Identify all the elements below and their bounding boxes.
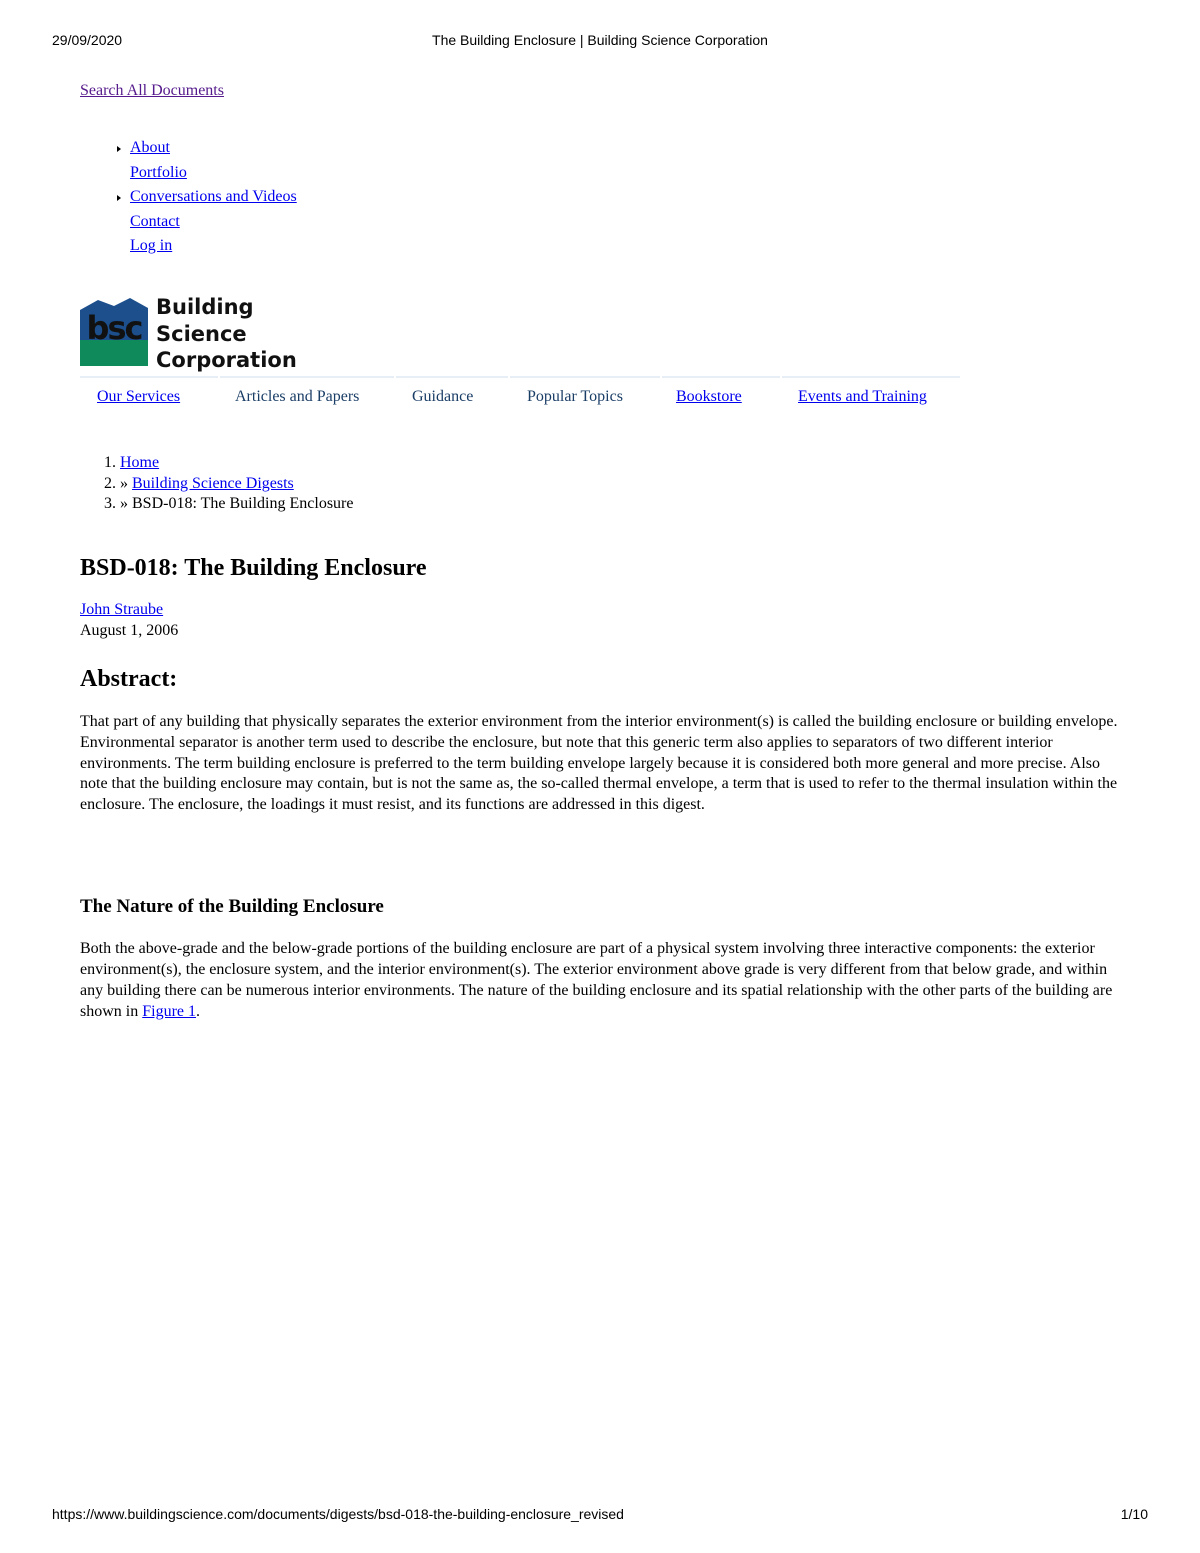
abstract-heading: Abstract:	[80, 666, 178, 692]
page-title: BSD-018: The Building Enclosure	[80, 555, 427, 581]
print-footer	[52, 1506, 1148, 1524]
conversations-videos-link[interactable]: Conversations and Videos	[130, 188, 297, 205]
contact-link[interactable]: Contact	[130, 212, 180, 230]
nav-events-training[interactable]: Events and Training	[798, 388, 927, 405]
top-menu-item-conversations	[130, 187, 297, 212]
search-all-documents-link[interactable]: Search All Documents	[80, 82, 224, 99]
breadcrumb-prefix: 2. »	[104, 474, 132, 492]
bsc-logo-mark	[80, 296, 148, 366]
print-title: The Building Enclosure | Building Science Corporation	[432, 32, 768, 48]
breadcrumb-current: BSD-018: The Building Enclosure	[132, 495, 354, 512]
about-link[interactable]: About	[130, 139, 170, 156]
nav-popular-topics[interactable]: Popular Topics	[527, 388, 623, 405]
breadcrumb-digests-link[interactable]: Building Science Digests	[132, 474, 294, 492]
section-end-punctuation: .	[196, 1003, 201, 1020]
main-nav	[80, 376, 960, 416]
bsc-logo[interactable]	[80, 294, 297, 372]
breadcrumb-item	[104, 474, 353, 495]
author-link[interactable]: John Straube	[80, 601, 164, 618]
login-link[interactable]: Log in	[130, 237, 173, 254]
top-menu-item-about	[130, 138, 297, 163]
print-header	[52, 32, 1148, 50]
breadcrumb-prefix: 1.	[104, 454, 120, 471]
breadcrumb-prefix: 3. »	[104, 495, 132, 512]
nav-guidance[interactable]: Guidance	[412, 388, 474, 405]
logo-wordmark	[156, 294, 297, 374]
breadcrumb-home-link[interactable]: Home	[120, 454, 160, 471]
nav-divider	[80, 376, 218, 378]
nav-our-services[interactable]: Our Services	[97, 388, 181, 405]
publish-date: August 1, 2006	[80, 622, 179, 639]
section-heading: The Nature of the Building Enclosure	[80, 896, 384, 917]
print-date: 29/09/2020	[52, 32, 123, 48]
print-url: https://www.buildingscience.com/documents/digests/bsd-018-the-building-enclosure_revised	[52, 1506, 624, 1522]
top-menu-item-login	[130, 236, 297, 261]
breadcrumb-item	[104, 453, 353, 474]
figure-1-link[interactable]: Figure 1	[142, 1003, 197, 1020]
logo-abbreviation: bsc	[86, 309, 142, 347]
expand-arrow-icon[interactable]	[117, 195, 121, 201]
nav-articles-papers[interactable]: Articles and Papers	[235, 388, 360, 405]
nav-divider	[662, 376, 780, 378]
abstract-paragraph: That part of any building that physically separates the exterior environment from the interior environment(s) is called the building enclosure or building envelope. Environmental separator is another term used to describe the enclosure, but note that this generic term also applies to separators of two different interior environments. The term building enclosure is preferred to the term building envelope largely because it is considered both more general and more precise. Also note that the building enclosure may contain, but is not the same as, the so-called thermal envelope, a term that is used to refer to the thermal insulation within the enclosure. The enclosure, the loadings it must resist, and its functions are addressed in this digest.	[80, 713, 1118, 814]
logo-word-science: Science	[156, 321, 247, 346]
breadcrumb	[104, 453, 353, 515]
section-paragraph	[80, 938, 1125, 1022]
nav-divider	[782, 376, 960, 378]
nav-bookstore[interactable]: Bookstore	[676, 388, 742, 405]
nav-divider	[396, 376, 508, 378]
top-menu	[130, 138, 297, 261]
top-menu-item-portfolio	[130, 163, 297, 188]
logo-word-corporation: Corporation	[156, 348, 297, 372]
nav-divider	[510, 376, 660, 378]
nav-divider	[220, 376, 394, 378]
print-page-number: 1/10	[1120, 1506, 1148, 1522]
logo-word-building: Building	[156, 295, 254, 319]
breadcrumb-item	[104, 494, 353, 515]
expand-arrow-icon[interactable]	[117, 146, 121, 152]
top-menu-item-contact	[130, 212, 297, 237]
section-body-text: Both the above-grade and the below-grade portions of the building enclosure are part of a physical system involving three interactive components: the exterior environment(s), the enclosure system, and the interior environment(s). The exterior environment above grade is very different from that below grade, and within any building there can be numerous interior environments. The nature of the building enclosure and its spatial relationship with the other parts of the building are shown in	[80, 940, 1113, 1020]
portfolio-link[interactable]: Portfolio	[130, 163, 187, 181]
